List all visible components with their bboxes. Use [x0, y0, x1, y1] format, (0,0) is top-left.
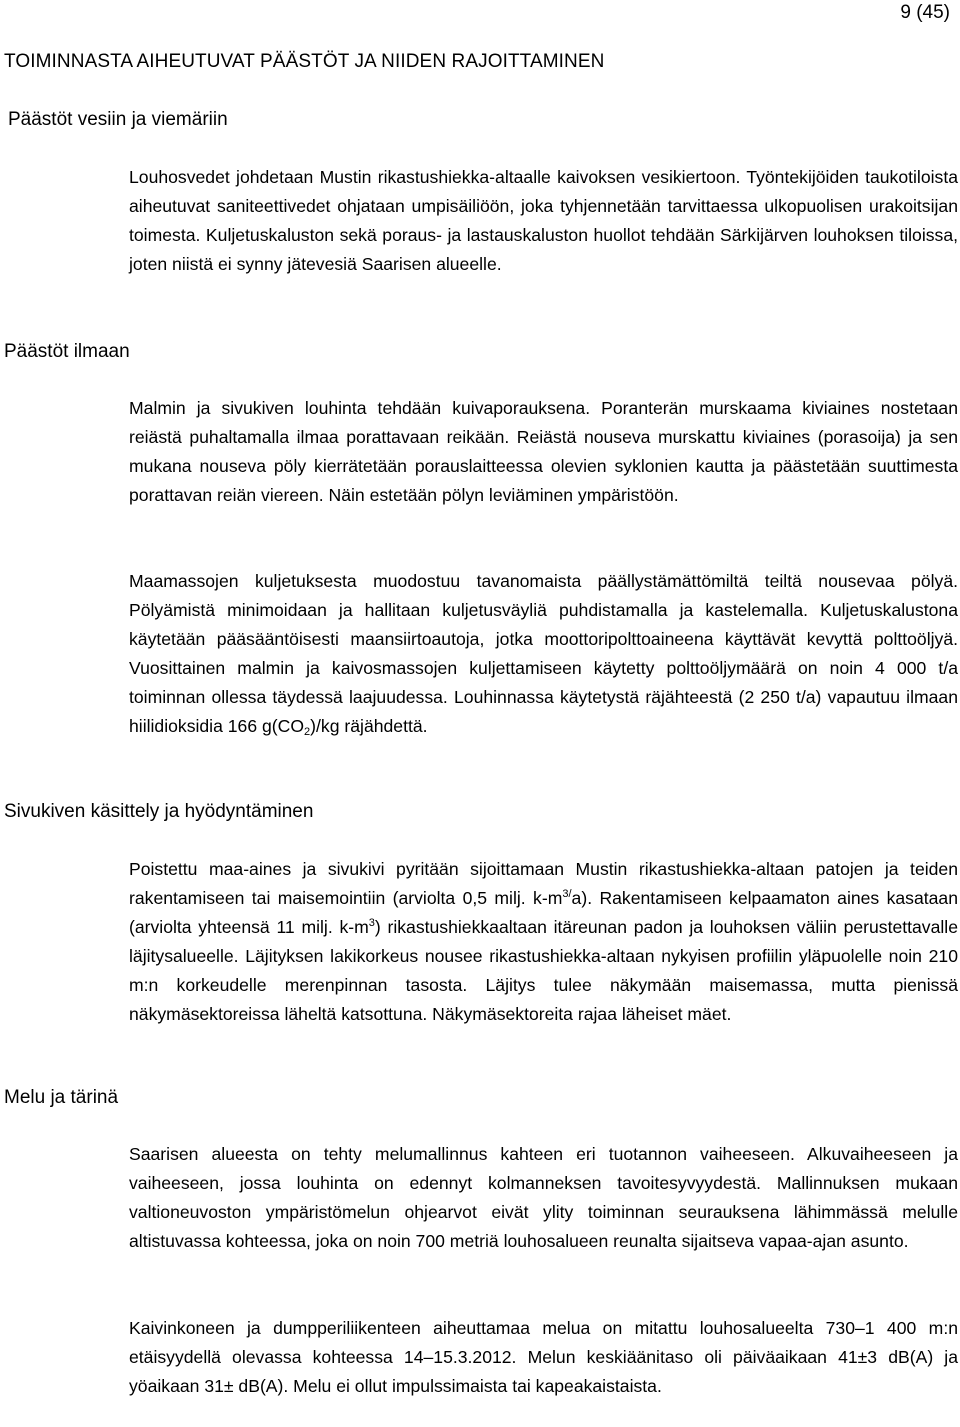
waste-rock-text-b: a). Rakentamiseen kelpaamaton aines kasataan (arviolta yhteensä 11 milj. k-m	[129, 888, 958, 937]
section-heading-air: Päästöt ilmaan	[4, 341, 130, 362]
section-heading-water: Päästöt vesiin ja viemäriin	[8, 109, 228, 130]
air-paragraph-2-text: Maamassojen kuljetuksesta muodostuu tavanomaista päällystämättömiltä teiltä nousevaa pölyä. Pölyämistä minimoidaan ja hallitaan kuljetusväyliä puhdistamalla ja kastelemalla. Kuljetuskalustona käytetään pääsääntöisesti maansiirtoautoja, jotka moottoripolttoaineena käyttävät kevyttä polttoöljyä. Vuosittainen malmin ja kaivosmassojen kuljettamiseen käytetty polttoöljymäärä on noin 4 000 t/a toiminnan ollessa täydessä laajuudessa. Louhinnassa käytetystä räjähteestä (2 250 t/a) vapautuu ilmaan hiilidioksidia 166 g(CO	[129, 571, 958, 736]
section-heading-waste-rock: Sivukiven käsittely ja hyödyntäminen	[4, 801, 314, 822]
co2-subscript: 2	[304, 726, 311, 738]
main-heading: TOIMINNASTA AIHEUTUVAT PÄÄSTÖT JA NIIDEN RAJOITTAMINEN	[4, 51, 605, 72]
air-paragraph-2-end: )/kg räjähdettä.	[310, 716, 428, 736]
section-heading-noise: Melu ja tärinä	[4, 1087, 119, 1108]
page-number: 9 (45)	[900, 2, 950, 23]
noise-paragraph-2: Kaivinkoneen ja dumpperiliikenteen aiheuttamaa melua on mitattu louhosalueelta 730–1 400 m:n etäisyydellä olevassa kohteessa 14–15.3.2012. Melun keskiäänitaso oli päiväaikaan 41±3 dB(A) ja yöaikaan 31± dB(A). Melu ei ollut impulssimaista tai kapeakaistaista.	[129, 1318, 958, 1396]
waste-rock-text-c: ) rikastushiekkaaltaan itäreunan padon ja louhoksen väliin perustettavalle läjitysalueelle. Läjityksen lakikorkeus nousee rikastushiekka-altaan nykyisen profiilin yläpuolelle noin 210 m:n korkeudelle merenpinnan tasosta. Läjitys tulee näkymään maisemassa, mutta pienissä näkymäsektoreissa läheltä katsottuna. Näkymäsektoreita rajaa läheiset mäet.	[129, 917, 958, 1024]
cubic-superscript-1: 3/	[562, 888, 572, 900]
waste-rock-text-a: Poistettu maa-aines ja sivukivi pyritään sijoittamaan Mustin rikastushiekka-altaan patojen ja teiden rakentamiseen tai maisemointiin (arviolta 0,5 milj. k-m	[129, 859, 958, 908]
cubic-superscript-2: 3	[368, 917, 375, 929]
water-paragraph: Louhosvedet johdetaan Mustin rikastushiekka-altaalle kaivoksen vesikiertoon. Työntekijöiden taukotiloista aiheutuvat saniteettivedet ohjataan umpisäiliöön, joka tyhjennetään tarvittaessa ulkopuolisen urakoitsijan toimesta. Kuljetuskaluston sekä poraus- ja lastauskaluston huollot tehdään Särkijärven louhoksen tiloissa, joten niistä ei synny jätevesiä Saarisen alueelle.	[129, 167, 958, 274]
noise-paragraph-1: Saarisen alueesta on tehty melumallinnus kahteen eri tuotannon vaiheeseen. Alkuvaiheeseen ja vaiheeseen, jossa louhinta on edennyt kolmanneksen tavoitesyvyydestä. Mallinnuksen mukaan valtioneuvoston ympäristömelun ohjearvot eivät ylity toiminnan seurauksena lähimmässä melulle altistuvassa kohteessa, joka on noin 700 metriä louhosalueen reunalta sijaitseva vapaa-ajan asunto.	[129, 1144, 958, 1251]
waste-rock-paragraph	[129, 855, 958, 1029]
air-paragraph-1: Malmin ja sivukiven louhinta tehdään kuivaporauksena. Poranterän murskaama kiviaines nostetaan reiästä puhaltamalla ilmaa porattavaan reikään. Reiästä nouseva murskattu kiviaines (porasoija) ja sen mukana nouseva pöly kierrätetään porauslaitteessa olevien syklonien kautta ja päästetään suuttimesta porattavan reiän viereen. Näin estetään pölyn leviäminen ympäristöön.	[129, 398, 958, 505]
air-paragraph-2	[129, 567, 958, 741]
